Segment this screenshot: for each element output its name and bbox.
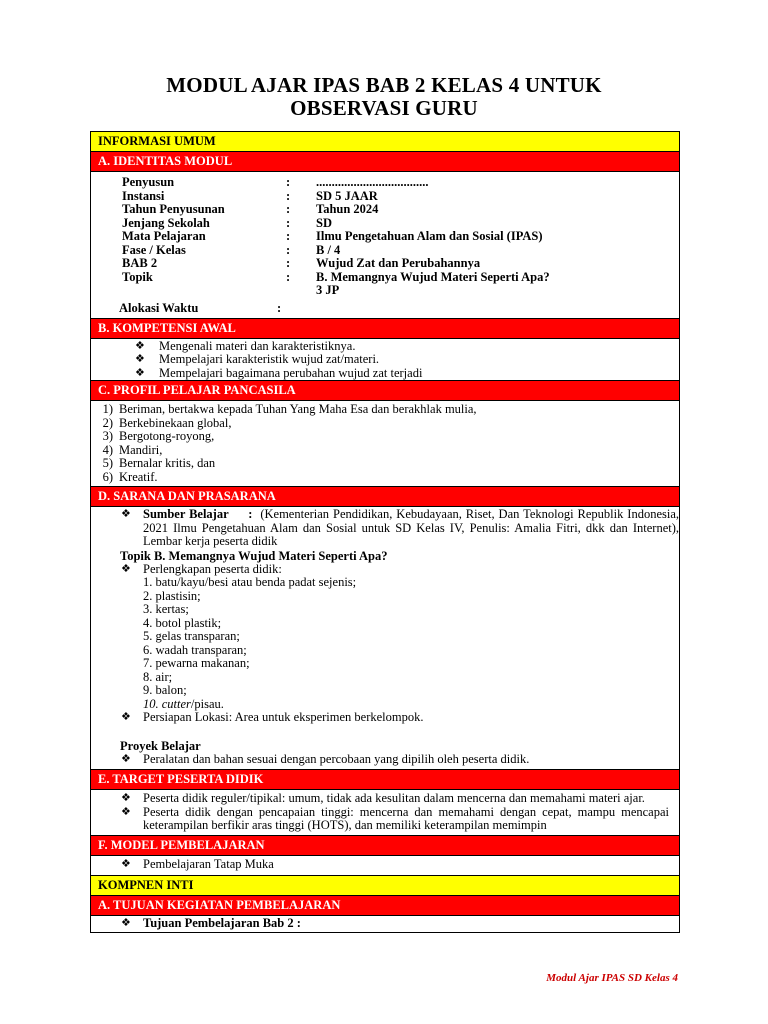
diamond-bullet-icon: ❖ — [121, 508, 131, 520]
diamond-bullet-icon: ❖ — [121, 805, 131, 818]
tool-item: 5. gelas transparan; — [143, 629, 240, 643]
section-tujuan-kegiatan: A. TUJUAN KEGIATAN PEMBELAJARAN — [91, 896, 679, 916]
tool-item: 1. batu/kayu/besi atau benda padat sejenis; — [143, 575, 357, 589]
diamond-bullet-icon: ❖ — [135, 339, 145, 352]
lokasi-item: ❖ Persiapan Lokasi: Area untuk eksperimen berkelompok. — [121, 710, 424, 724]
tool-item: 3. kertas; — [143, 602, 189, 616]
identitas-row: Mata Pelajaran : Ilmu Pengetahuan Alam dan Sosial (IPAS) — [122, 229, 543, 243]
diamond-bullet-icon: ❖ — [121, 857, 131, 870]
topik-heading: Topik B. Memangnya Wujud Materi Seperti Apa? — [120, 548, 388, 563]
sumber-belajar-item: ❖ Sumber Belajar : (Kementerian Pendidikan, Kebudayaan, Riset, Dan Teknologi Republik Indonesia, 2021 Ilmu Pengetahuan Alam dan Sosial untuk SD Kelas IV, Penulis: Amalia Fitri, dkk dan Internet), Lembar kerja peserta didik — [121, 507, 680, 548]
list-item: ❖ Mempelajari karakteristik wujud zat/materi. — [135, 352, 380, 366]
identitas-row: BAB 2 : Wujud Zat dan Perubahannya — [122, 256, 481, 270]
diamond-bullet-icon: ❖ — [135, 366, 145, 379]
proyek-heading: Proyek Belajar — [120, 738, 201, 753]
tool-item: 4. botol plastik; — [143, 615, 222, 630]
target-list — [91, 790, 679, 836]
kompetensi-list — [91, 339, 679, 382]
section-identitas-modul: A. IDENTITAS MODUL — [91, 152, 679, 172]
tool-item: 8. air; — [143, 669, 173, 684]
tool-item: 9. balon; — [143, 683, 187, 697]
title-line-2: OBSERVASI GURU — [290, 96, 478, 120]
list-item: ❖ Pembelajaran Tatap Muka — [121, 856, 274, 871]
page-footer: Modul Ajar IPAS SD Kelas 4 — [546, 972, 678, 984]
identitas-row: Jenjang Sekolah : SD — [122, 215, 332, 230]
diamond-bullet-icon: ❖ — [135, 353, 145, 365]
identitas-row: Penyusun : .................................... — [122, 175, 429, 189]
diamond-bullet-icon: ❖ — [121, 792, 131, 804]
tool-item: 10. cutter/pisau. — [143, 696, 224, 711]
tujuan-list — [91, 916, 679, 932]
proyek-item: ❖ Peralatan dan bahan sesuai dengan percobaan yang dipilih oleh peserta didik. — [121, 751, 530, 766]
section-komponen-inti: KOMPNEN INTI — [91, 876, 679, 896]
profil-list — [91, 401, 679, 487]
identitas-row: Instansi : SD 5 JAAR — [122, 188, 378, 203]
diamond-bullet-icon: ❖ — [121, 562, 131, 575]
list-item: 6) Kreatif. — [102, 469, 158, 484]
list-item: ❖ Tujuan Pembelajaran Bab 2 : — [121, 916, 301, 930]
module-table — [90, 131, 680, 933]
sarana-content — [91, 507, 679, 770]
model-list — [91, 856, 679, 877]
section-sarana-prasarana: D. SARANA DAN PRASARANA — [91, 487, 679, 507]
perlengkapan-item: ❖ Perlengkapan peserta didik: — [121, 561, 282, 576]
identitas-row: 3 JP — [316, 283, 340, 297]
identitas-row: Fase / Kelas : B / 4 — [122, 242, 341, 257]
list-item: ❖ Peserta didik reguler/tipikal: umum, tidak ada kesulitan dalam mencerna dan memahami materi ajar. — [121, 791, 645, 805]
alokasi-waktu-row: Alokasi Waktu : — [119, 300, 282, 315]
section-model-pembelajaran: F. MODEL PEMBELAJARAN — [91, 836, 679, 856]
list-item: ❖ Mempelajari bagaimana perubahan wujud zat terjadi — [135, 365, 423, 380]
list-item: 5) Bernalar kritis, dan — [102, 456, 216, 470]
tool-item: 7. pewarna makanan; — [143, 656, 250, 670]
section-profil-pelajar: C. PROFIL PELAJAR PANCASILA — [91, 381, 679, 401]
list-item: 4) Mandiri, — [102, 442, 163, 457]
list-item: 1) Beriman, bertakwa kepada Tuhan Yang Maha Esa dan berakhlak mulia, — [102, 402, 477, 416]
diamond-bullet-icon: ❖ — [121, 917, 131, 929]
diamond-bullet-icon: ❖ — [121, 752, 131, 765]
section-informasi-umum: INFORMASI UMUM — [91, 132, 679, 152]
list-item: 2) Berkebinekaan global, — [102, 415, 232, 430]
diamond-bullet-icon: ❖ — [121, 711, 131, 723]
identitas-row: Tahun Penyusunan : Tahun 2024 — [122, 202, 379, 216]
identitas-cell — [91, 172, 679, 319]
list-item: ❖ Peserta didik dengan pencapaian tinggi: mencerna dan memahami dengan cepat, mampu mencapai keterampilan berfikir aras tinggi (HOTS), dan memiliki keterampilan memimpin — [121, 804, 669, 832]
title-line-1: MODUL AJAR IPAS BAB 2 KELAS 4 UNTUK — [166, 73, 602, 97]
document-title — [0, 74, 768, 120]
list-item: ❖ Mengenali materi dan karakteristiknya. — [135, 338, 356, 353]
section-target-peserta: E. TARGET PESERTA DIDIK — [91, 770, 679, 790]
section-kompetensi-awal: B. KOMPETENSI AWAL — [91, 319, 679, 339]
identitas-row: Topik : B. Memangnya Wujud Materi Seperti Apa? — [122, 269, 550, 284]
tool-item: 6. wadah transparan; — [143, 642, 247, 657]
tool-item: 2. plastisin; — [143, 588, 201, 603]
list-item: 3) Bergotong-royong, — [102, 429, 215, 443]
